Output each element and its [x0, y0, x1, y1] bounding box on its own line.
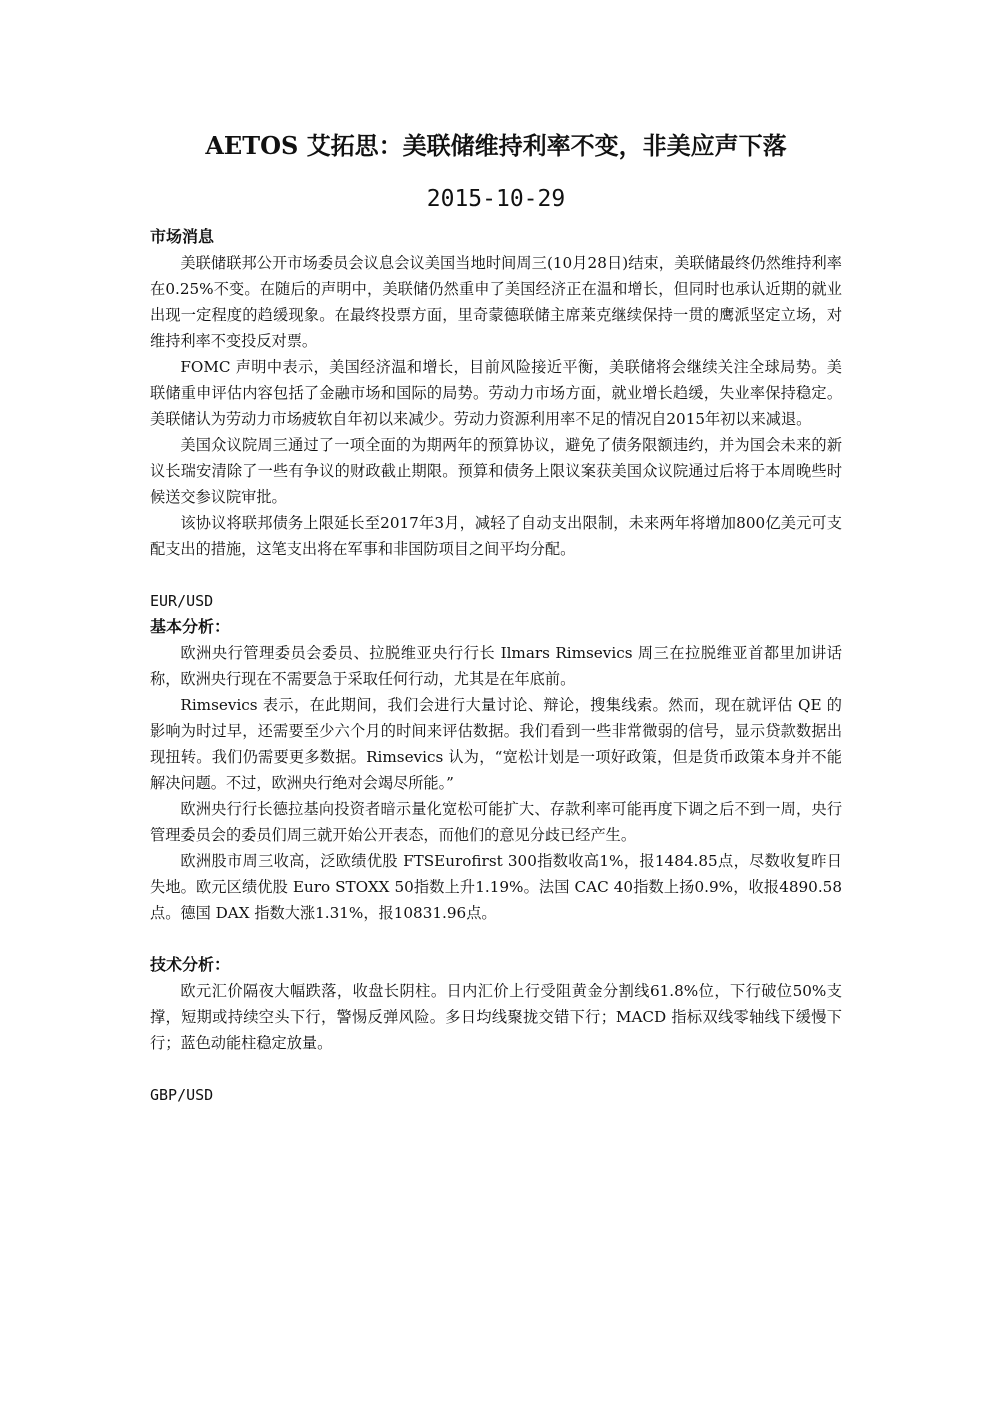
technical-paragraph: 欧元汇价隔夜大幅跌落，收盘长阴柱。日内汇价上行受阻黄金分割线61.8%位，下行破位50%支撑，短期或持续空头下行，警惕反弹风险。多日均线聚拢交错下行；MACD 指标双线零轴线下缓慢下行；蓝色动能柱稳定放量。 [150, 982, 842, 1052]
fundamental-paragraph: 欧洲股市周三收高，泛欧绩优股 FTSEurofirst 300指数收高1%，报1484.85点，尽数收复昨日失地。欧元区绩优股 Euro STOXX 50指数上升1.19%。法国 CAC 40指数上扬0.9%，收报4890.58点。德国 DAX 指数大涨1.31%，报10831.96点。 [150, 852, 842, 922]
section-spacer [150, 926, 842, 952]
section-spacer [150, 1056, 842, 1082]
document-title: AETOS 艾拓思：美联储维持利率不变，非美应声下落 [205, 131, 787, 160]
document-date: 2015-10-29 [426, 186, 566, 212]
market-news-paragraph: 美国众议院周三通过了一项全面的为期两年的预算协议，避免了债务限额违约，并为国会未来的新议长瑞安清除了一些有争议的财政截止期限。预算和债务上限议案获美国众议院通过后将于本周晚些时候送交参议院审批。 [150, 436, 842, 506]
market-news-paragraph: 美联储联邦公开市场委员会议息会议美国当地时间周三(10月28日)结束，美联储最终仍然维持利率在0.25%不变。在随后的声明中，美联储仍然重申了美国经济正在温和增长，但同时也承认近期的就业出现一定程度的趋缓现象。在最终投票方面，里奇蒙德联储主席莱克继续保持一贯的鹰派坚定立场，对维持利率不变投反对票。 [150, 254, 842, 350]
section-heading-technical: 技术分析： [150, 955, 231, 974]
document-body [150, 224, 842, 1108]
section-heading-market-news: 市场消息 [150, 227, 215, 246]
section-heading-fundamental: 基本分析： [150, 617, 231, 636]
fundamental-paragraph: 欧洲央行行长德拉基向投资者暗示量化宽松可能扩大、存款利率可能再度下调之后不到一周，央行管理委员会的委员们周三就开始公开表态，而他们的意见分歧已经产生。 [150, 800, 842, 844]
currency-pair-gbpusd: GBP/USD [150, 1086, 214, 1104]
market-news-paragraph: FOMC 声明中表示，美国经济温和增长，目前风险接近平衡，美联储将会继续关注全球局势。美联储重申评估内容包括了金融市场和国际的局势。劳动力市场方面，就业增长趋缓，失业率保持稳定。美联储认为劳动力市场疲软自年初以来减少。劳动力资源利用率不足的情况自2015年初以来减退。 [150, 358, 842, 428]
fundamental-paragraph: Rimsevics 表示，在此期间，我们会进行大量讨论、辩论，搜集线索。然而，现在就评估 QE 的影响为时过早，还需要至少六个月的时间来评估数据。我们看到一些非常微弱的信号，显示贷款数据出现扭转。我们仍需要更多数据。Rimsevics 认为，“宽松计划是一项好政策，但是货币政策本身并不能解决问题。不过，欧洲央行绝对会竭尽所能。” [150, 696, 842, 792]
currency-pair-eurusd: EUR/USD [150, 592, 214, 610]
market-news-paragraph: 该协议将联邦债务上限延长至2017年3月，减轻了自动支出限制，未来两年将增加800亿美元可支配支出的措施，这笔支出将在军事和非国防项目之间平均分配。 [150, 514, 842, 558]
section-spacer [150, 562, 842, 588]
fundamental-paragraph: 欧洲央行管理委员会委员、拉脱维亚央行行长 Ilmars Rimsevics 周三在拉脱维亚首都里加讲话称，欧洲央行现在不需要急于采取任何行动，尤其是在年底前。 [150, 644, 842, 688]
